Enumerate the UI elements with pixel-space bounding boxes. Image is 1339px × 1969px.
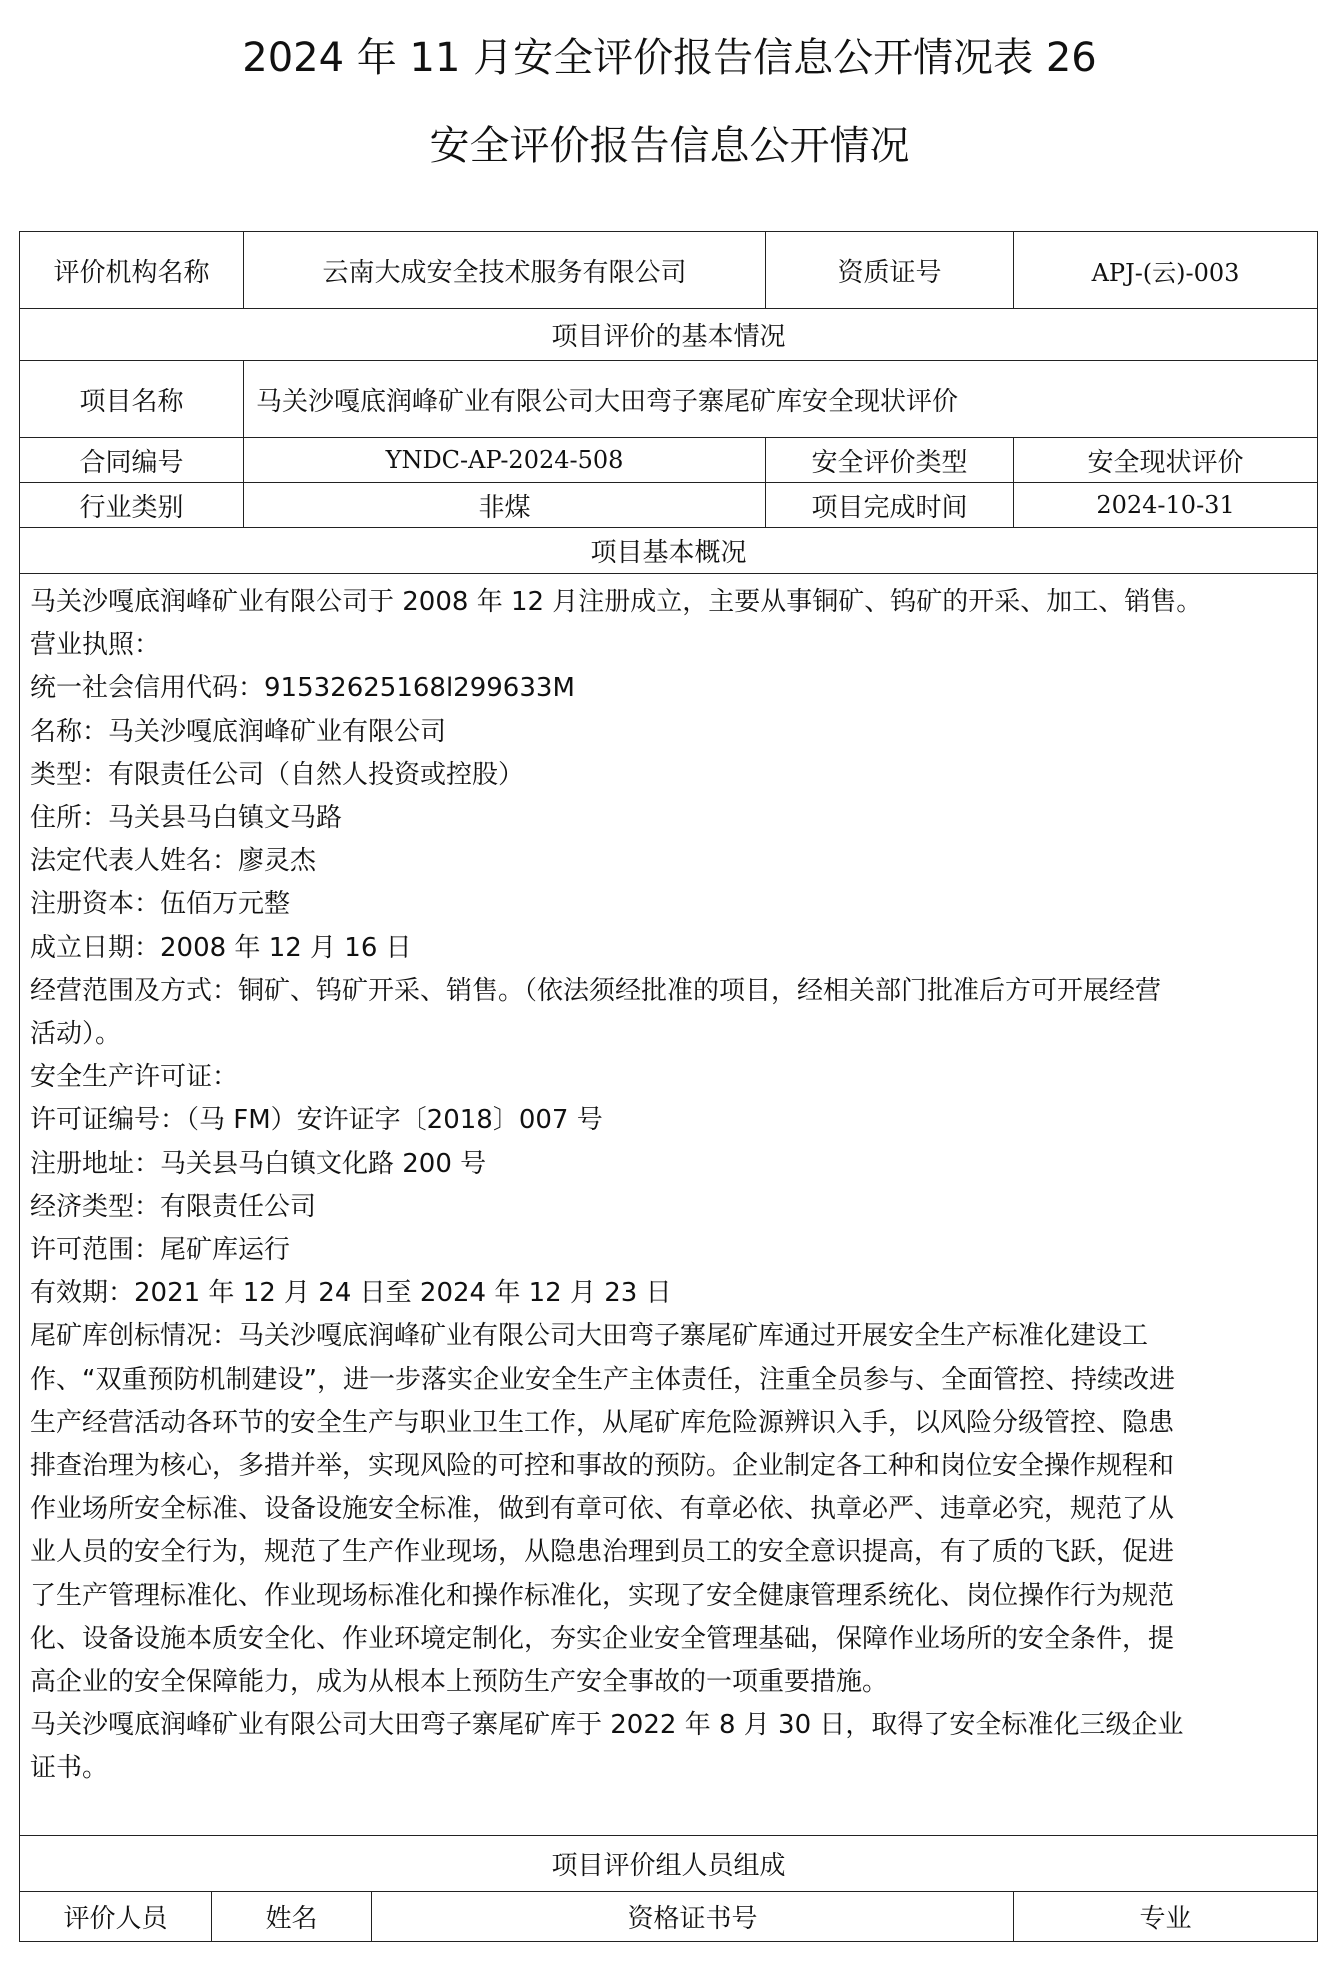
overview-line: 马关沙嘎底润峰矿业有限公司大田弯子寨尾矿库于 2022 年 8 月 30 日，取得了安全标准化三级企业 — [30, 1710, 1184, 1741]
overview-line: 许可范围：尾矿库运行 — [30, 1235, 291, 1266]
section-team-row — [20, 1836, 1318, 1892]
team-header-cert: 资格证书号 — [372, 1892, 1014, 1942]
overview-line: 尾矿库创标情况：马关沙嘎底润峰矿业有限公司大田弯子寨尾矿库通过开展安全生产标准化建设工 — [30, 1321, 1149, 1352]
section-team-heading: 项目评价组人员组成 — [20, 1836, 1318, 1892]
document-subtitle: 安全评价报告信息公开情况 — [429, 123, 910, 169]
project-overview — [20, 574, 1318, 1836]
org-name: 云南大成安全技术服务有限公司 — [244, 232, 766, 309]
industry: 非煤 — [244, 483, 766, 528]
overview-line: 作、“双重预防机制建设”，进一步落实企业安全生产主体责任，注重全员参与、全面管控、持续改进 — [30, 1364, 1175, 1395]
cert-label: 资质证号 — [766, 232, 1014, 309]
overview-line: 证书。 — [30, 1753, 109, 1784]
team-header-role: 评价人员 — [20, 1892, 212, 1942]
overview-line: 住所：马关县马白镇文马路 — [30, 803, 343, 834]
eval-type-label: 安全评价类型 — [766, 438, 1014, 483]
finish-date-label: 项目完成时间 — [766, 483, 1014, 528]
finish-date: 2024-10-31 — [1014, 483, 1318, 528]
team-header-row — [20, 1892, 1318, 1942]
overview-line: 成立日期：2008 年 12 月 16 日 — [30, 932, 412, 963]
section-basic-row — [20, 309, 1318, 361]
overview-line: 经营范围及方式：铜矿、钨矿开采、销售。（依法须经批准的项目，经相关部门批准后方可开展经营 — [30, 975, 1162, 1006]
overview-line: 排查治理为核心，多措并举，实现风险的可控和事故的预防。企业制定各工种和岗位安全操作规程和 — [30, 1451, 1175, 1482]
overview-line: 作业场所安全标准、设备设施安全标准，做到有章可依、有章必依、执章必严、违章必究，规范了从 — [30, 1494, 1175, 1525]
overview-line: 活动）。 — [30, 1019, 122, 1050]
overview-line: 许可证编号：（马 FM）安许证字〔2018〕007 号 — [30, 1105, 603, 1136]
team-header-major: 专业 — [1014, 1892, 1318, 1942]
industry-label: 行业类别 — [20, 483, 244, 528]
overview-row — [20, 574, 1318, 1836]
project-name-label: 项目名称 — [20, 361, 244, 438]
project-name-row — [20, 361, 1318, 438]
overview-line: 营业执照： — [30, 630, 161, 661]
overview-line: 安全生产许可证： — [30, 1062, 239, 1093]
overview-line: 类型：有限责任公司（自然人投资或控股） — [30, 759, 525, 790]
org-row — [20, 232, 1318, 309]
overview-line: 名称：马关沙嘎底润峰矿业有限公司 — [30, 716, 447, 747]
overview-line: 注册地址：马关县马白镇文化路 200 号 — [30, 1148, 487, 1179]
section-overview-heading: 项目基本概况 — [20, 528, 1318, 574]
overview-line: 高企业的安全保障能力，成为从根本上预防生产安全事故的一项重要措施。 — [30, 1667, 889, 1698]
overview-line: 法定代表人姓名：廖灵杰 — [30, 846, 317, 877]
section-basic-heading: 项目评价的基本情况 — [20, 309, 1318, 361]
document-title: 2024 年 11 月安全评价报告信息公开情况表 26 — [242, 35, 1097, 81]
overview-line: 马关沙嘎底润峰矿业有限公司于 2008 年 12 月注册成立，主要从事铜矿、钨矿的开采、加工、销售。 — [30, 587, 1203, 617]
cert-number: APJ-(云)-003 — [1014, 232, 1318, 309]
overview-line: 注册资本：伍佰万元整 — [30, 889, 291, 920]
contract-label: 合同编号 — [20, 438, 244, 483]
info-table — [19, 231, 1318, 1942]
industry-row — [20, 483, 1318, 528]
overview-line: 经济类型：有限责任公司 — [30, 1191, 317, 1222]
contract-row — [20, 438, 1318, 483]
overview-line: 有效期：2021 年 12 月 24 日至 2024 年 12 月 23 日 — [30, 1278, 672, 1309]
team-header-name: 姓名 — [212, 1892, 372, 1942]
overview-line: 统一社会信用代码：91532625168l299633M — [30, 673, 575, 704]
org-label: 评价机构名称 — [20, 232, 244, 309]
overview-line: 生产经营活动各环节的安全生产与职业卫生工作，从尾矿库危险源辨识入手，以风险分级管控、隐患 — [30, 1407, 1175, 1438]
overview-line: 了生产管理标准化、作业现场标准化和操作标准化，实现了安全健康管理系统化、岗位操作行为规范 — [30, 1580, 1175, 1611]
section-overview-row — [20, 528, 1318, 574]
overview-line: 业人员的安全行为，规范了生产作业现场，从隐患治理到员工的安全意识提高，有了质的飞跃，促进 — [30, 1537, 1175, 1568]
eval-type: 安全现状评价 — [1014, 438, 1318, 483]
overview-line: 化、设备设施本质安全化、作业环境定制化，夯实企业安全管理基础，保障作业场所的安全条件，提 — [30, 1623, 1175, 1654]
contract-number: YNDC-AP-2024-508 — [244, 438, 766, 483]
project-name: 马关沙嘎底润峰矿业有限公司大田弯子寨尾矿库安全现状评价 — [244, 361, 1318, 438]
